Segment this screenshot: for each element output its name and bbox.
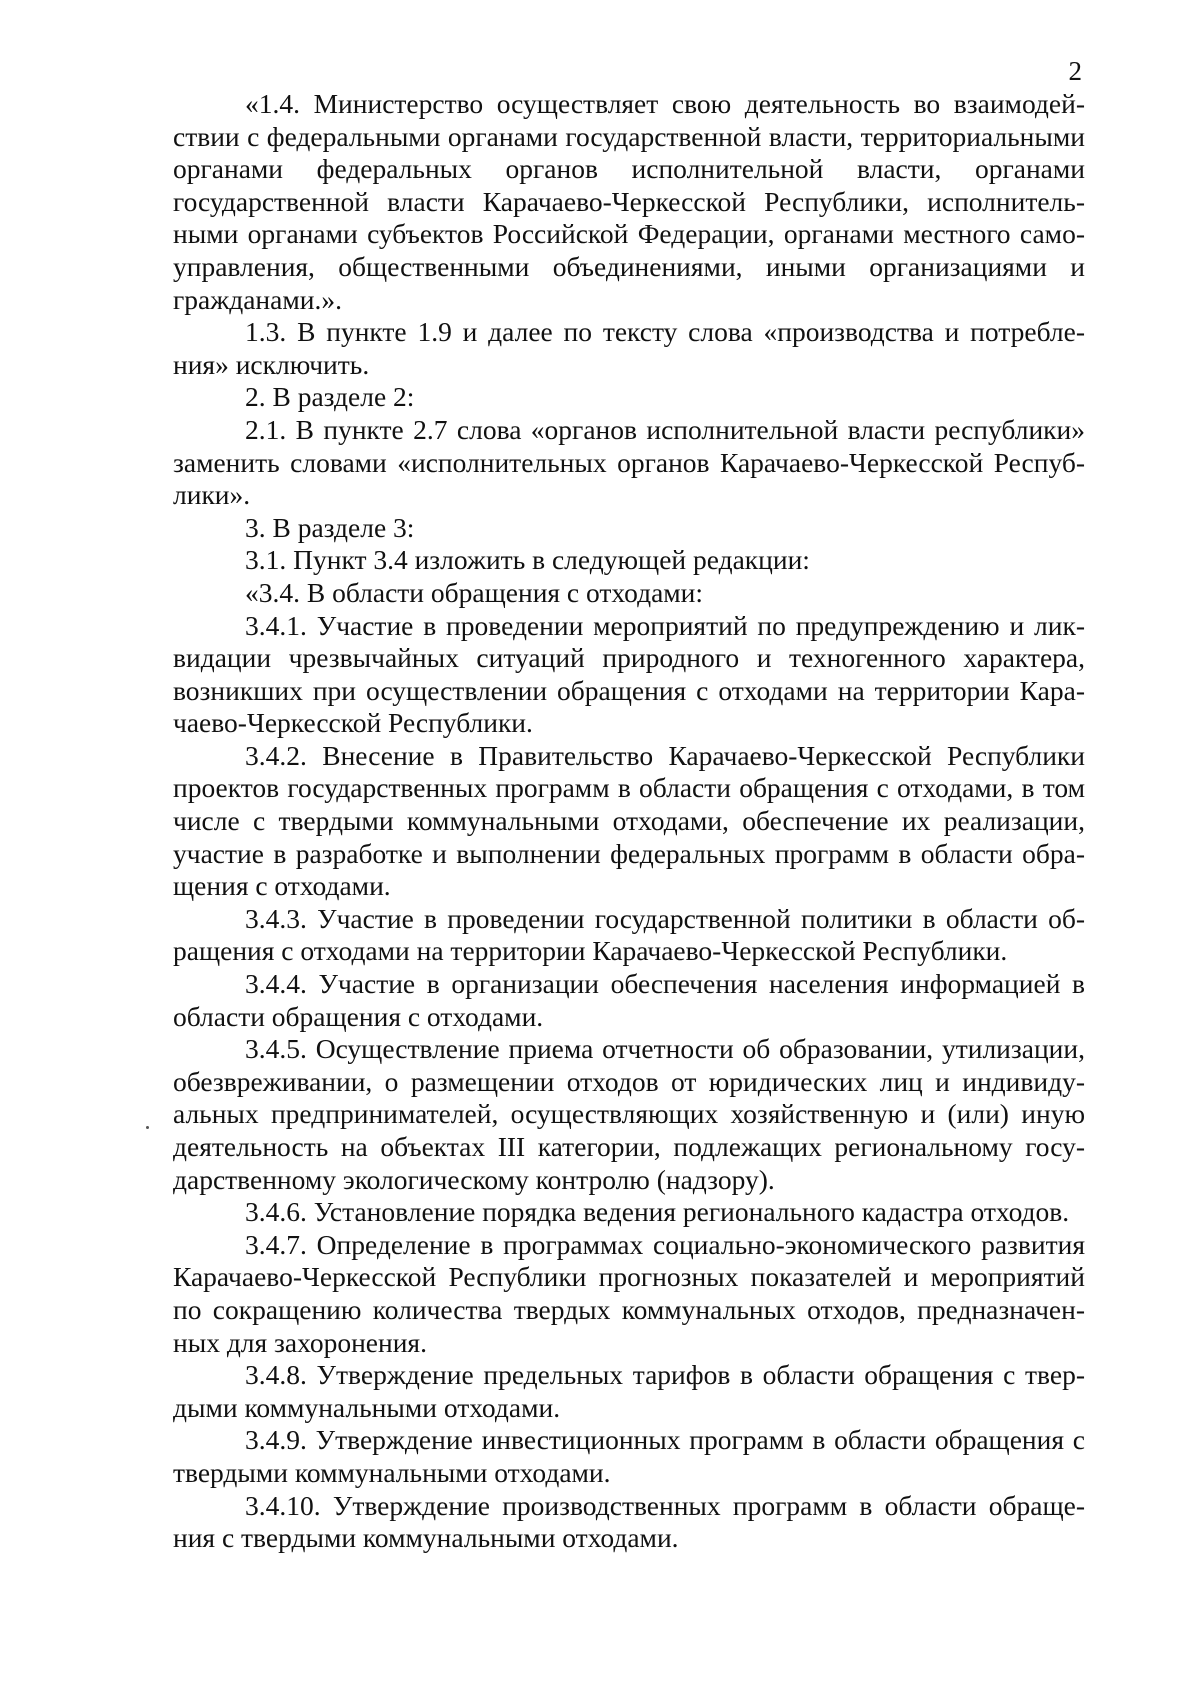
scan-speck — [146, 1126, 149, 1129]
paragraph-3-4-3: 3.4.3. Участие в проведении государственной политики в области обращения с отходами на территории Карачаево-Черкесской Республики. — [173, 902, 1085, 967]
paragraph-3: 3. В разделе 3: — [245, 511, 415, 543]
paragraph-3-4-1: 3.4.1. Участие в проведении мероприятий по предупреждению и ликвидации чрезвычайных ситуаций природного и техногенного характера, возникших при осуществлении обращения с отходами на территории Карачаево-Черкесской Республики. — [173, 609, 1085, 739]
paragraph-3-4-9: 3.4.9. Утверждение инвестиционных программ в области обращения с твердыми коммунальными отходами. — [173, 1424, 1085, 1488]
page-number: 2 — [1068, 56, 1082, 86]
paragraph-1-3: 1.3. В пункте 1.9 и далее по тексту слова «производства и потребления» исключить. — [173, 316, 1085, 380]
paragraph-3-4-10: 3.4.10. Утверждение производственных программ в области обращения с твердыми коммунальными отходами. — [173, 1489, 1085, 1554]
paragraph-3-4-2: 3.4.2. Внесение в Правительство Карачаево-Черкесской Республики проектов государственных программ в области обращения с отходами, в том числе с твердыми коммунальными отходами, обеспечение их реализации, участие в разработке и выполнении федеральных программ в области обращения с отходами. — [173, 739, 1085, 902]
paragraph-3-4-5: 3.4.5. Осуществление приема отчетности об образовании, утилизации, обезвреживании, о размещении отходов от юридических лиц и индивидуальных предпринимателей, осуществляющих хозяйственную и (или) иную деятельность на объектах III категории, подлежащих региональному государственному экологическому контролю (надзору). — [173, 1033, 1085, 1195]
paragraph-2: 2. В разделе 2: — [245, 381, 415, 413]
paragraph-3-4-4: 3.4.4. Участие в организации обеспечения населения информацией в области обращения с отходами. — [173, 968, 1085, 1032]
paragraph-2-1: 2.1. В пункте 2.7 слова «органов исполнительной власти республики» заменить словами «исполнительных органов Карачаево-Черкесской Республики». — [173, 413, 1085, 511]
paragraph-3-4-8: 3.4.8. Утверждение предельных тарифов в области обращения с твердыми коммунальными отходами. — [173, 1359, 1085, 1423]
paragraph-3-4-6: 3.4.6. Установление порядка ведения регионального кадастра отходов. — [245, 1196, 1070, 1228]
paragraph-1-4: «1.4. Министерство осуществляет свою деятельность во взаимодействии с федеральными органами государственной власти, территориальными органами федеральных органов исполнительной власти, органами государственной власти Карачаево-Черкесской Республики, исполнительными органами субъектов Российской Федерации, органами местного самоуправления, общественными объединениями, иными организациями и гражданами.». — [173, 88, 1085, 315]
paragraph-3-1: 3.1. Пункт 3.4 изложить в следующей редакции: — [245, 544, 810, 576]
paragraph-3-4-7: 3.4.7. Определение в программах социально-экономического развития Карачаево-Черкесской Республики прогнозных показателей и мероприятий по сокращению количества твердых коммунальных отходов, предназначенных для захоронения. — [173, 1228, 1085, 1358]
paragraph-3-4: «3.4. В области обращения с отходами: — [245, 576, 704, 608]
document-body — [173, 88, 1085, 1555]
